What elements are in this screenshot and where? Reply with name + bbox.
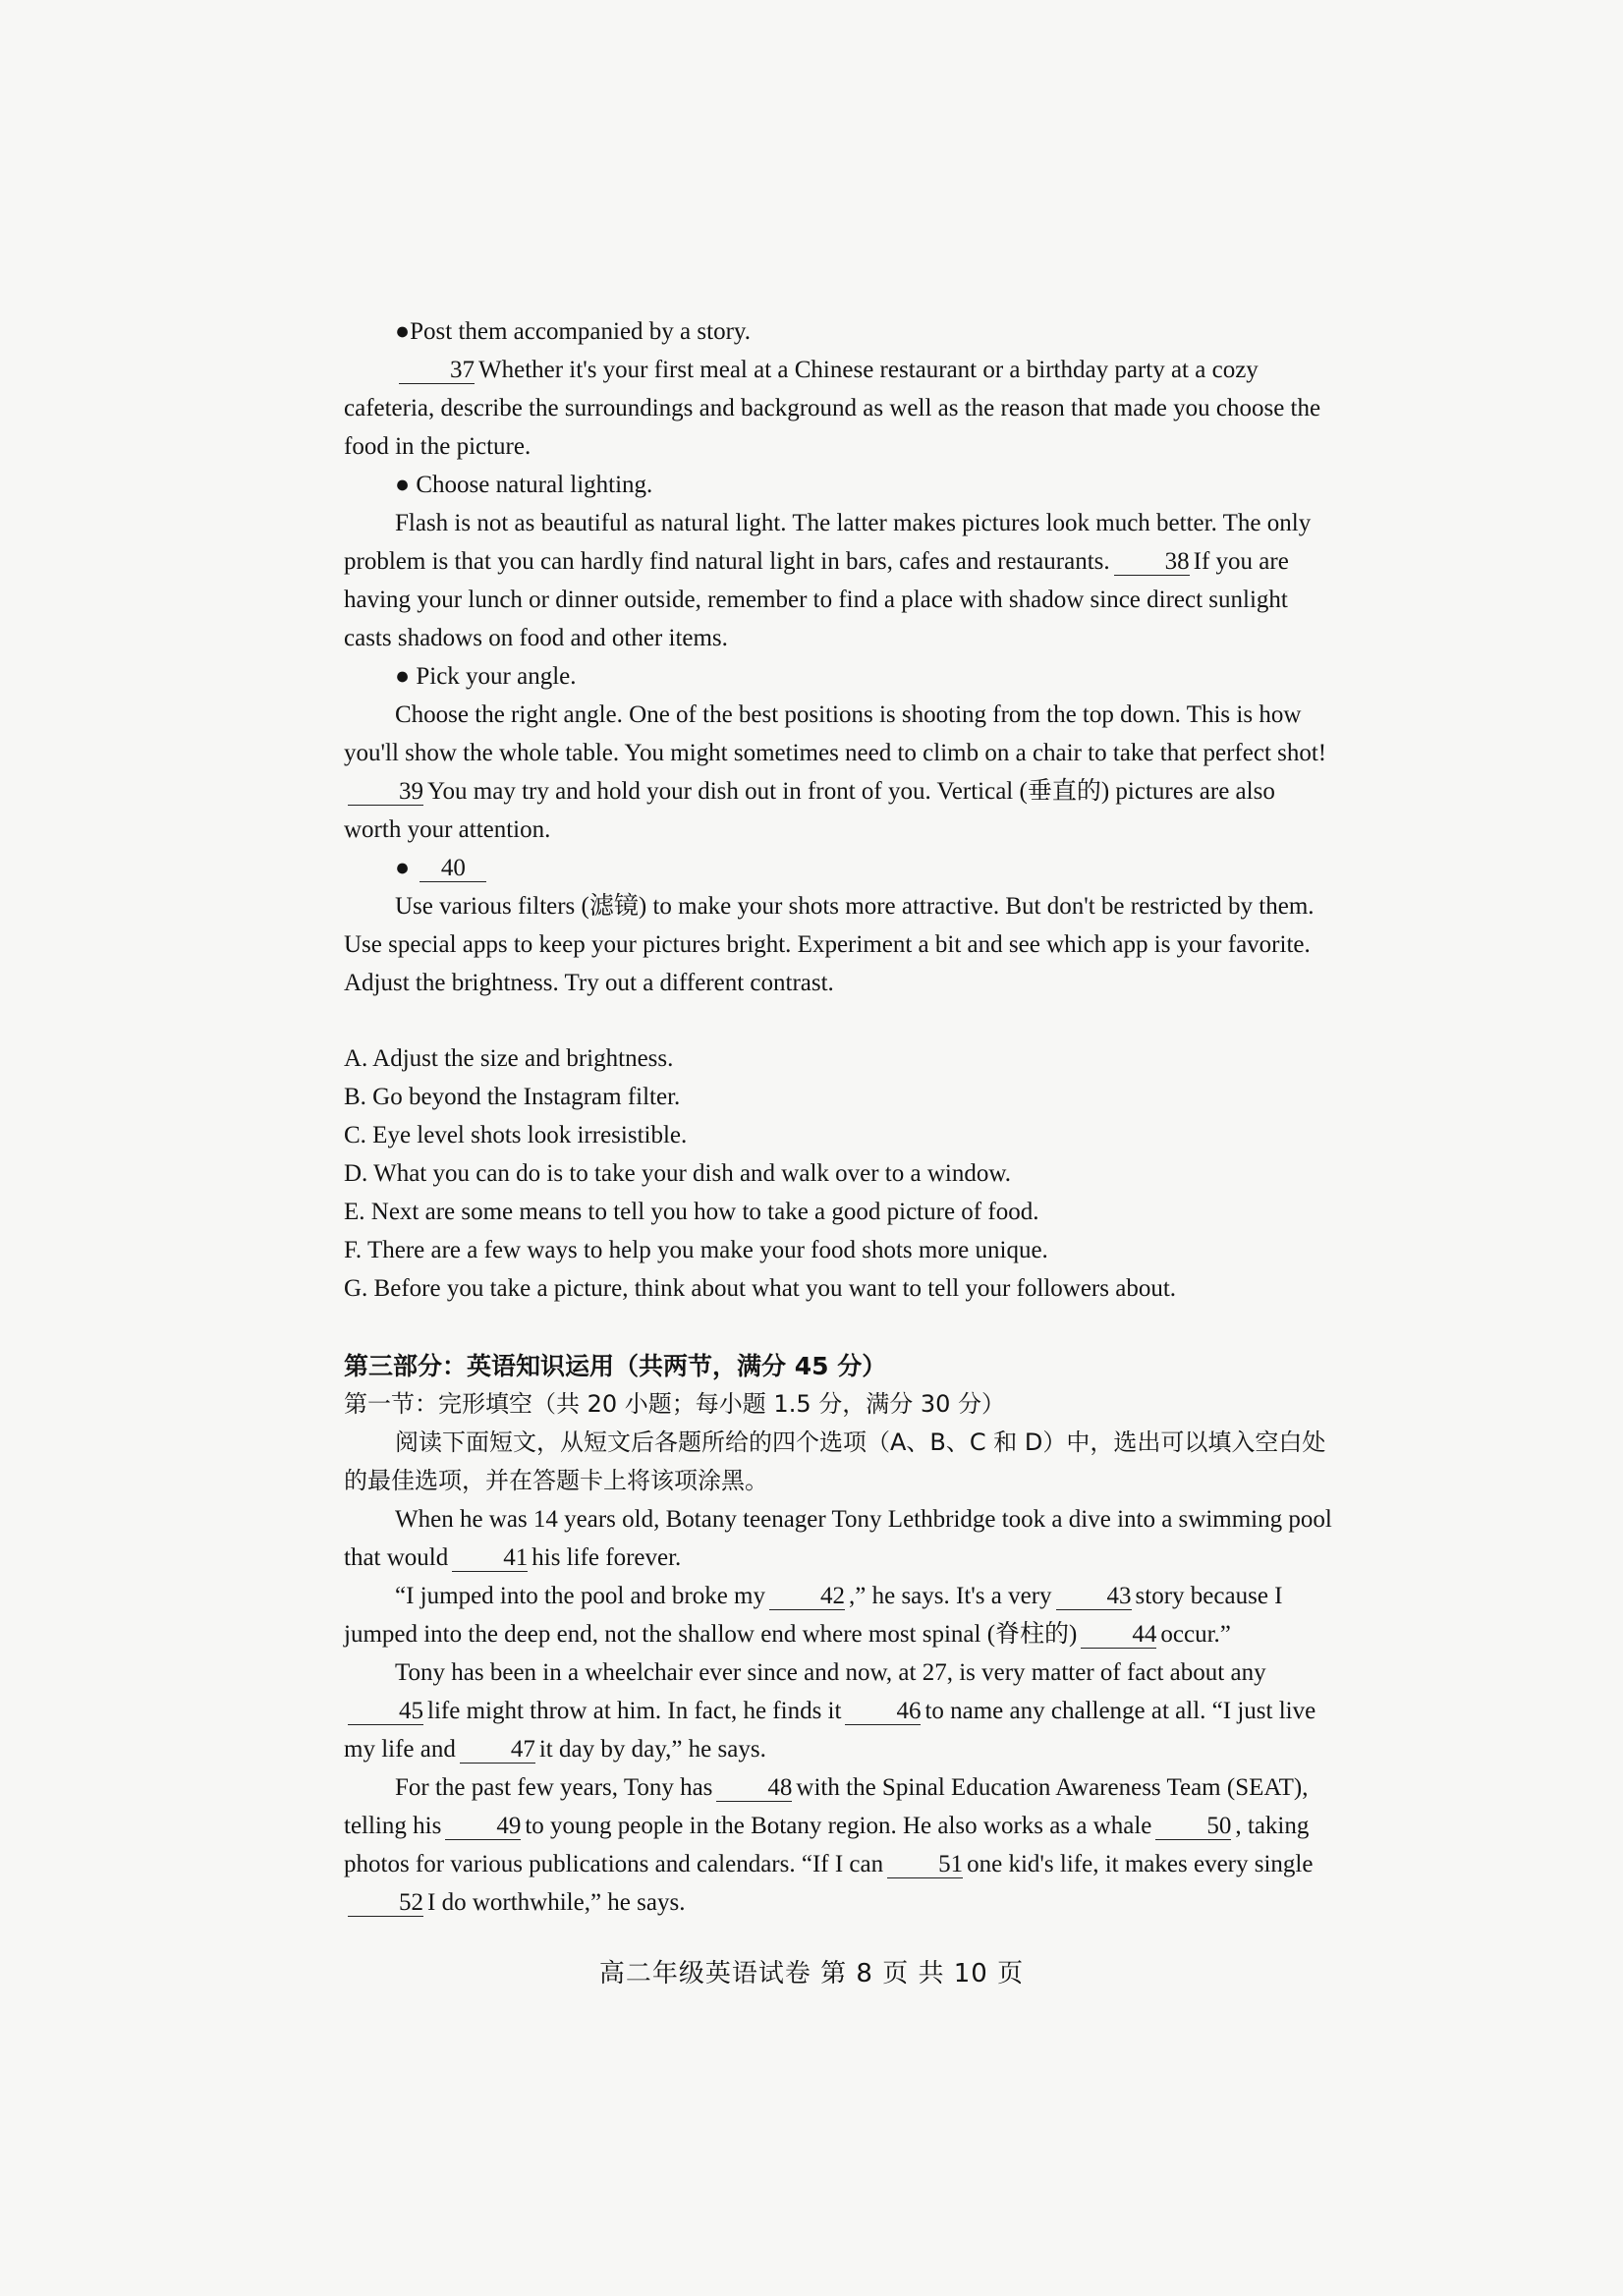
blank-50: 50: [1155, 1814, 1231, 1840]
cloze-instruction: 阅读下面短文，从短文后各题所给的四个选项（A、B、C 和 D）中，选出可以填入空白处的最佳选项，并在答题卡上将该项涂黑。: [344, 1428, 1326, 1494]
page-content: [344, 312, 1336, 1922]
tip-heading-angle: ● Pick your angle.: [395, 663, 577, 690]
option-c: C. Eye level shots look irresistible.: [344, 1122, 688, 1148]
tip-heading-40: ● 40: [344, 849, 1336, 887]
blank-52: 52: [348, 1890, 423, 1917]
blank-42: 42: [769, 1584, 845, 1610]
blank-38: 38: [1114, 549, 1190, 576]
section1-title: 第一节：完形填空（共 20 小题；每小题 1.5 分，满分 30 分）: [344, 1390, 1006, 1418]
page-footer: 高二年级英语试卷 第 8 页 共 10 页: [598, 1959, 1025, 1988]
cloze-paragraph-1: When he was 14 years old, Botany teenager Tony Lethbridge took a dive into a swimming pool that would 41 his life forever.: [344, 1506, 1332, 1571]
blank-46: 46: [845, 1699, 921, 1725]
cloze-paragraph-4: For the past few years, Tony has 48 with the Spinal Education Awareness Team (SEAT), telling his 49 to young people in the Botany region. He also works as a whale 50 , taking photos for various publications and calendars. “If I can 51 one kid's life, it makes every single52 I do worthwhile,” he says.: [344, 1774, 1314, 1916]
paragraph-angle: Choose the right angle. One of the best positions is shooting from the top down. This is how you'll show the whole table. You might sometimes need to climb on a chair to take that perfect shot!39 You may try and hold your dish out in front of you. Vertical (垂直的) pictures are also worth your attention.: [344, 701, 1327, 843]
blank-40: 40: [420, 856, 486, 882]
option-a: A. Adjust the size and brightness.: [344, 1045, 674, 1072]
blank-47: 47: [460, 1737, 535, 1764]
option-f: F. There are a few ways to help you make your food shots more unique.: [344, 1237, 1048, 1263]
blank-43: 43: [1056, 1584, 1132, 1610]
blank-49: 49: [445, 1814, 521, 1840]
blank-39: 39: [348, 779, 423, 806]
blank-51: 51: [887, 1852, 963, 1878]
blank-48: 48: [716, 1775, 792, 1802]
cloze-paragraph-2: “I jumped into the pool and broke my 42 ,” he says. It's a very 43 story because I jumped into the deep end, not the shallow end where most spinal (脊柱的) 44 occur.”: [344, 1583, 1283, 1648]
option-d: D. What you can do is to take your dish and walk over to a window.: [344, 1160, 1012, 1187]
paragraph-story: 37 Whether it's your first meal at a Chinese restaurant or a birthday party at a cozy cafeteria, describe the surroundings and background as well as the reason that made you choose the food in the picture.: [344, 357, 1321, 460]
cloze-paragraph-3: Tony has been in a wheelchair ever since and now, at 27, is very matter of fact about any45 life might throw at him. In fact, he finds it 46 to name any challenge at all. “I just live my life and 47 it day by day,” he says.: [344, 1659, 1316, 1763]
part3-title: 第三部分：英语知识运用（共两节，满分 45 分）: [344, 1352, 887, 1380]
tip-heading-story: ●Post them accompanied by a story.: [395, 318, 752, 345]
blank-41: 41: [452, 1545, 528, 1572]
blank-37: 37: [399, 358, 475, 384]
option-e: E. Next are some means to tell you how to take a good picture of food.: [344, 1199, 1039, 1225]
paragraph-lighting: Flash is not as beautiful as natural light. The latter makes pictures look much better. The only problem is that you can hardly find natural light in bars, cafes and restaurants. 38 If you are having your lunch or dinner outside, remember to find a place with shadow since direct sunlight casts shadows on food and other items.: [344, 510, 1312, 651]
option-b: B. Go beyond the Instagram filter.: [344, 1084, 681, 1110]
blank-45: 45: [348, 1699, 423, 1725]
paragraph-filters: Use various filters (滤镜) to make your shots more attractive. But don't be restricted by them. Use special apps to keep your pictures bright. Experiment a bit and see which app is your favorite. Adjust the brightness. Try out a different contrast.: [344, 893, 1315, 996]
blank-44: 44: [1081, 1622, 1156, 1649]
tip-heading-lighting: ● Choose natural lighting.: [395, 472, 653, 498]
option-g: G. Before you take a picture, think about what you want to tell your followers about.: [344, 1275, 1177, 1302]
options-list: [344, 1039, 1336, 1308]
